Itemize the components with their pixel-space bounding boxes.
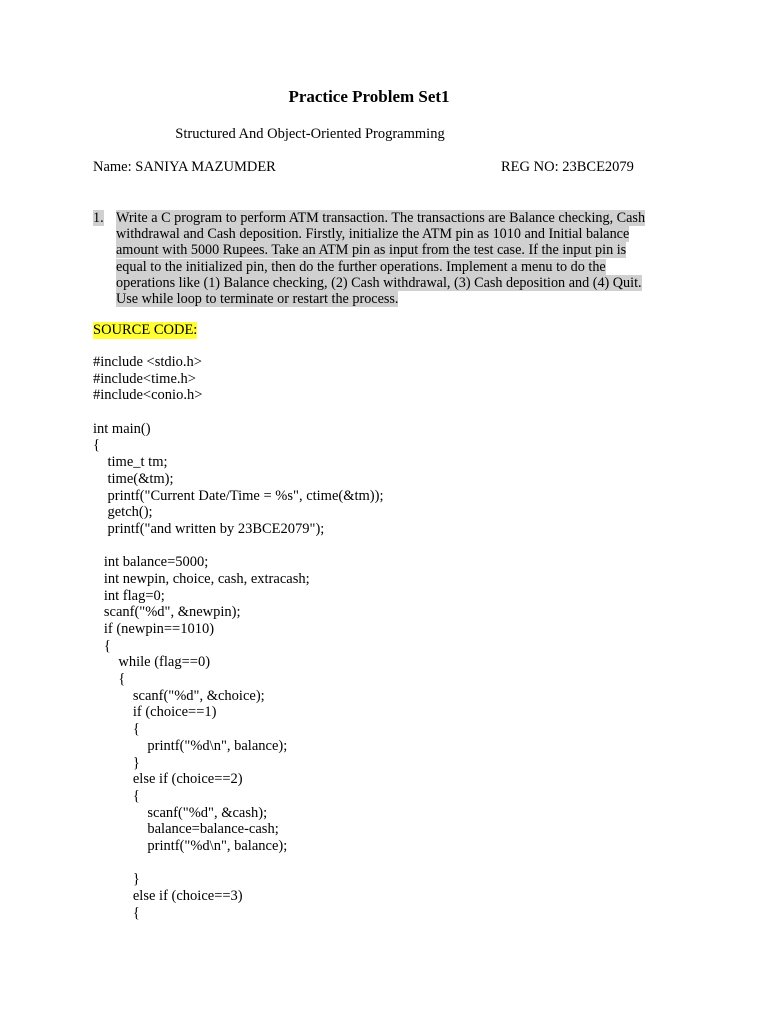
registration-number: REG NO: 23BCE2079 [501,159,634,175]
code-line: } [93,871,140,888]
code-line: { [93,437,100,454]
code-line [93,538,384,555]
code-line: scanf("%d", &choice); [93,687,265,704]
question-line-text: operations like (1) Balance checking, (2) Cash withdrawal, (3) Cash deposition and (4) Quit. [116,274,642,291]
code-line: if (newpin==1010) [93,621,215,637]
code-line: balance=balance-cash; [93,821,279,838]
code-line: { [93,671,126,688]
code-line: } [93,754,140,771]
code-line [93,855,384,872]
question-line-text: withdrawal and Cash deposition. Firstly, initialize the ATM pin as 1010 and Initial balance [116,226,630,243]
question-line [116,210,673,226]
code-line: { [93,787,140,804]
source-code-label: SOURCE CODE: [93,322,198,338]
question-line [116,226,673,242]
code-line: printf("Current Date/Time = %s", ctime(&tm)); [93,487,384,504]
code-line: time(&tm); [93,470,174,487]
question-line-text: equal to the initialized pin, then do the further operations. Implement a menu to do the [116,258,606,275]
code-line: time_t tm; [93,454,168,471]
code-line: #include<time.h> [93,370,196,387]
code-line: int flag=0; [93,587,165,604]
code-line: scanf("%d", &newpin); [93,604,241,621]
code-line: int main() [93,420,151,437]
question-line [116,259,673,275]
question-item [93,210,673,307]
question-number: 1. [93,210,104,226]
code-line: { [93,637,111,654]
document-title: Practice Problem Set1 [288,87,450,106]
code-line: { [93,721,140,738]
code-line: printf("and written by 23BCE2079"); [93,520,325,537]
code-line: #include <stdio.h> [93,354,202,370]
code-line: else if (choice==2) [93,771,243,788]
source-code-block [93,354,384,921]
student-name: Name: SANIYA MAZUMDER [93,159,276,175]
question-line [116,291,673,307]
student-info-line [93,159,643,176]
code-line: printf("%d\n", balance); [93,837,288,854]
code-line: scanf("%d", &cash); [93,804,268,821]
code-line: while (flag==0) [93,654,211,671]
code-line: #include<conio.h> [93,387,203,404]
code-line: int newpin, choice, cash, extracash; [93,570,310,587]
code-line [93,404,384,421]
question-line [116,242,673,258]
question-line-text: Use while loop to terminate or restart the process. [116,291,399,308]
question-line-text: Write a C program to perform ATM transaction. The transactions are Balance checking, Cash [116,210,646,226]
question-text [116,210,673,307]
document-subtitle: Structured And Object-Oriented Programming [175,126,445,142]
code-line: printf("%d\n", balance); [93,737,288,754]
code-line: int balance=5000; [93,554,209,571]
code-line: if (choice==1) [93,704,217,721]
code-line: { [93,904,140,921]
code-line: getch(); [93,504,153,521]
question-line-text: amount with 5000 Rupees. Take an ATM pin as input from the test case. If the input pin is [116,242,627,259]
code-line: else if (choice==3) [93,888,243,904]
question-line [116,275,673,291]
